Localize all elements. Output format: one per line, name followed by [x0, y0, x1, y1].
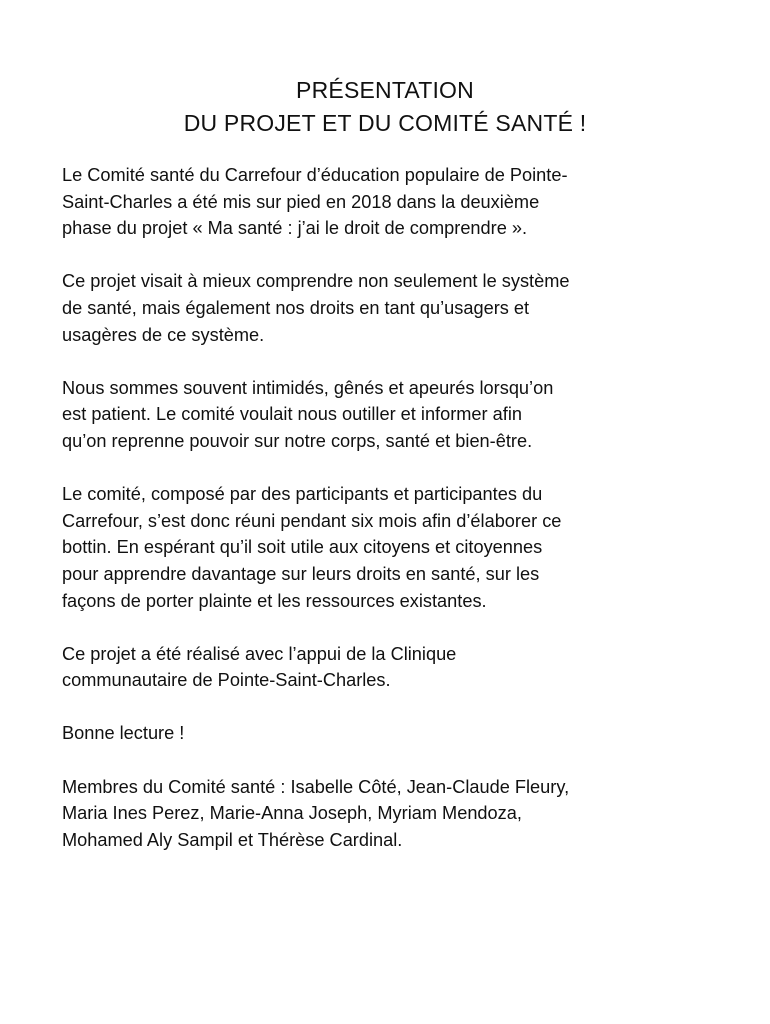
text-line: Ce projet visait à mieux comprendre non seulement le système: [62, 271, 570, 292]
title-line-2: DU PROJET ET DU COMITÉ SANTÉ !: [183, 110, 587, 136]
paragraph-greeting: [62, 720, 722, 747]
paragraph-support: [62, 641, 722, 694]
paragraph-members: [62, 774, 722, 854]
paragraph-intro: [62, 162, 722, 242]
text-line: Mohamed Aly Sampil et Thérèse Cardinal.: [62, 829, 403, 850]
text-line: bottin. En espérant qu’il soit utile aux citoyens et citoyennes: [62, 537, 543, 558]
text-line: usagères de ce système.: [62, 324, 265, 345]
paragraph-project-goal: [62, 268, 722, 348]
text-line: de santé, mais également nos droits en tant qu’usagers et: [62, 297, 530, 318]
text-line: Carrefour, s’est donc réuni pendant six mois afin d’élaborer ce: [62, 510, 562, 531]
text-line: Maria Ines Perez, Marie-Anna Joseph, Myriam Mendoza,: [62, 803, 522, 824]
title-line-1: PRÉSENTATION: [296, 77, 474, 103]
text-line: façons de porter plainte et les ressources existantes.: [62, 590, 487, 611]
text-line: Bonne lecture !: [62, 723, 185, 744]
text-line: Saint-Charles a été mis sur pied en 2018 dans la deuxième: [62, 191, 540, 212]
text-line: qu’on reprenne pouvoir sur notre corps, santé et bien-être.: [62, 430, 533, 451]
text-line: Membres du Comité santé : Isabelle Côté, Jean-Claude Fleury,: [62, 776, 570, 797]
paragraph-motivation: [62, 375, 722, 455]
text-line: Nous sommes souvent intimidés, gênés et apeurés lorsqu’on: [62, 377, 554, 398]
text-line: phase du projet « Ma santé : j’ai le droit de comprendre ».: [62, 218, 528, 239]
text-line: Le Comité santé du Carrefour d’éducation populaire de Pointe-: [62, 165, 568, 185]
text-line: pour apprendre davantage sur leurs droits en santé, sur les: [62, 563, 540, 584]
page-title: [0, 74, 770, 140]
body-text: [62, 162, 722, 880]
text-line: est patient. Le comité voulait nous outiller et informer afin: [62, 404, 522, 425]
text-line: Ce projet a été réalisé avec l’appui de la Clinique: [62, 643, 457, 664]
paragraph-committee: [62, 481, 722, 614]
text-line: communautaire de Pointe-Saint-Charles.: [62, 670, 391, 691]
text-line: Le comité, composé par des participants et participantes du: [62, 484, 543, 505]
